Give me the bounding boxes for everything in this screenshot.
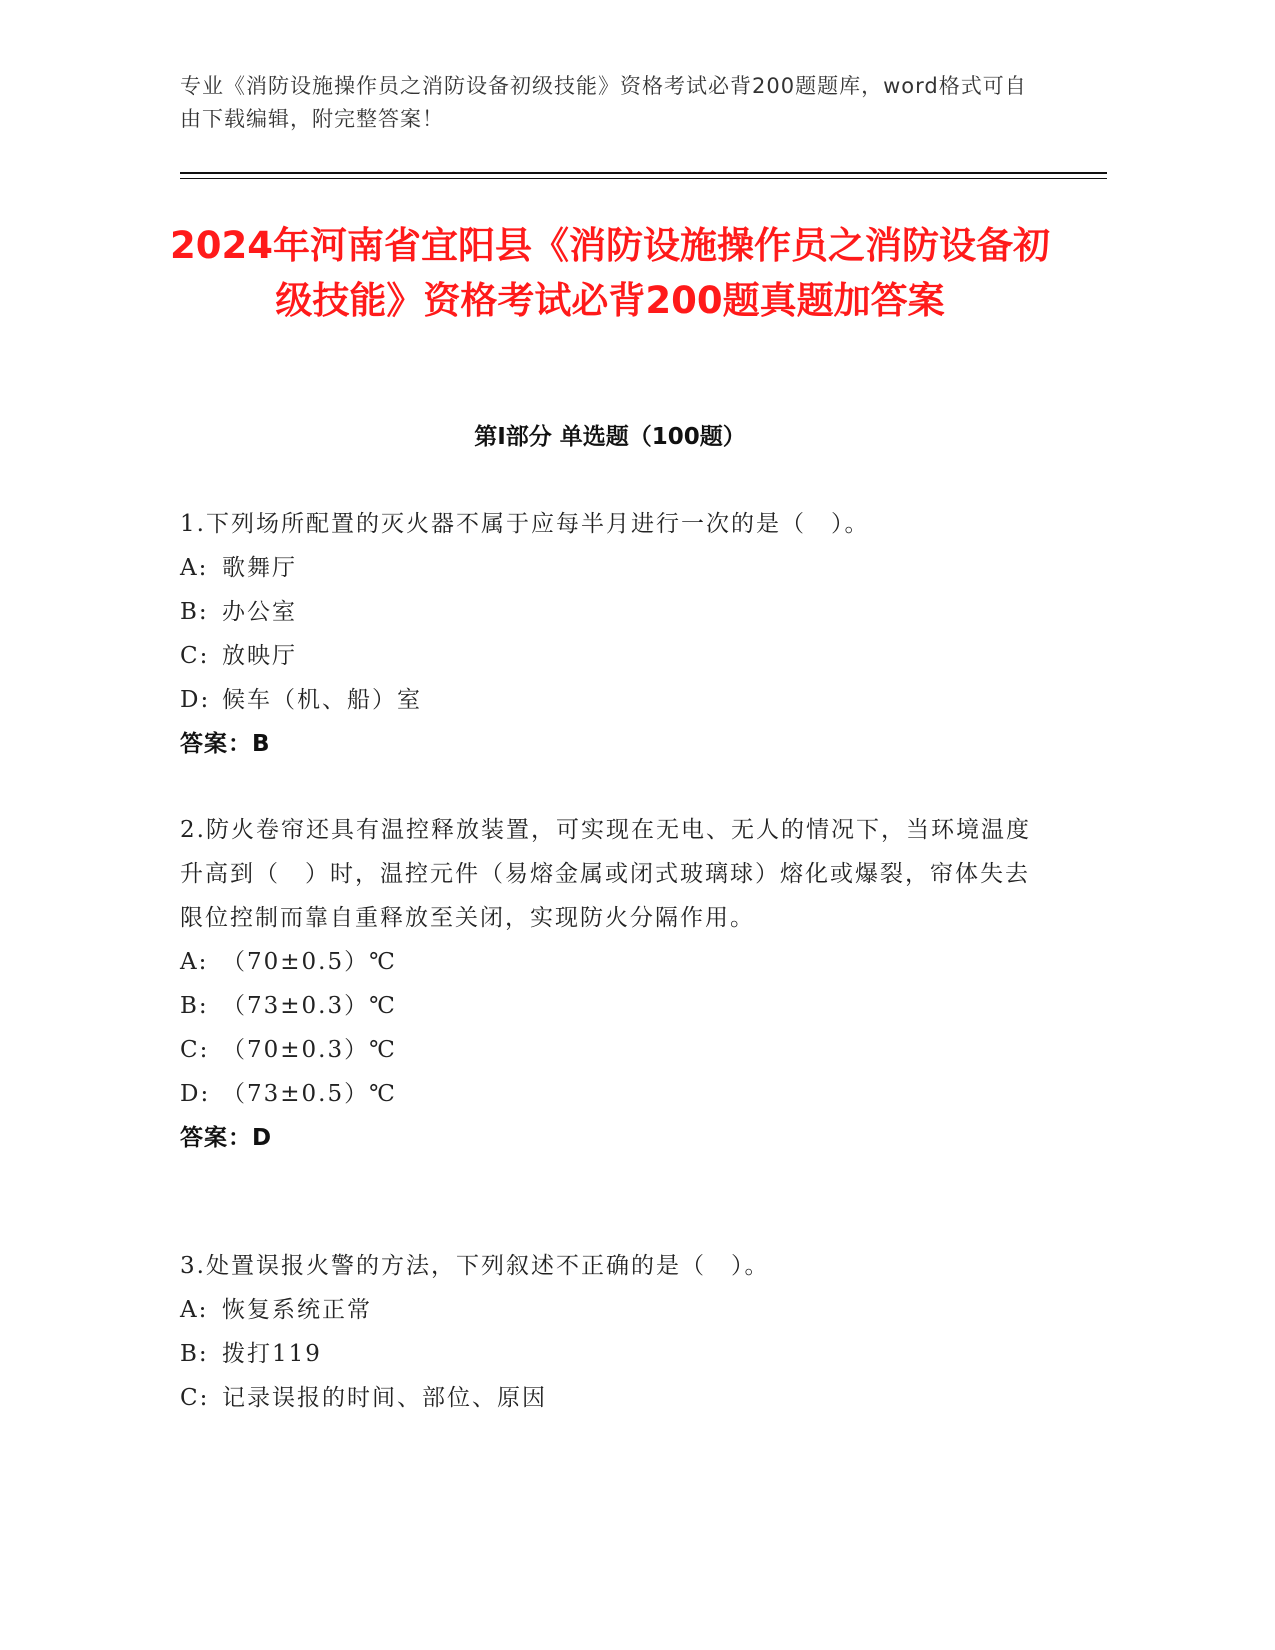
option-letter: A: — [180, 949, 209, 975]
question-1 — [180, 502, 1040, 766]
option-letter: B: — [180, 1341, 209, 1367]
document-title: 2024年河南省宜阳县《消防设施操作员之消防设备初级技能》资格考试必背200题真题加答案 — [170, 224, 1050, 322]
header-divider-thin — [180, 178, 1107, 179]
option-letter: B: — [180, 993, 209, 1019]
option-letter: D: — [180, 687, 211, 713]
question-2 — [180, 808, 1040, 1160]
option-letter: A: — [180, 555, 209, 581]
question-stem: 3.处置误报火警的方法，下列叙述不正确的是（ ）。 — [180, 1253, 770, 1279]
option-a — [180, 940, 1040, 984]
header-divider-thick — [180, 172, 1107, 174]
question-stem: 2.防火卷帘还具有温控释放装置，可实现在无电、无人的情况下，当环境温度升高到（ ）时，温控元件（易熔金属或闭式玻璃球）熔化或爆裂，帘体失去限位控制而靠自重释放至关闭，实现防火分隔作用。 — [180, 817, 1031, 931]
option-text: （70±0.3）℃ — [222, 1037, 397, 1063]
question-3 — [180, 1244, 1040, 1420]
option-text: 歌舞厅 — [222, 555, 297, 581]
option-b — [180, 590, 1040, 634]
option-text: 拨打119 — [222, 1341, 322, 1367]
option-letter: C: — [180, 1385, 210, 1411]
option-letter: C: — [180, 1037, 210, 1063]
option-letter: B: — [180, 599, 209, 625]
option-d — [180, 1072, 1040, 1116]
answer: 答案：D — [180, 1125, 273, 1151]
option-c — [180, 1376, 1040, 1420]
option-text: 恢复系统正常 — [222, 1297, 372, 1323]
option-text: 记录误报的时间、部位、原因 — [222, 1385, 547, 1411]
option-text: （70±0.5）℃ — [222, 949, 397, 975]
option-a — [180, 1288, 1040, 1332]
option-text: （73±0.5）℃ — [222, 1081, 397, 1107]
option-d — [180, 678, 1040, 722]
option-c — [180, 1028, 1040, 1072]
header-note: 专业《消防设施操作员之消防设备初级技能》资格考试必背200题题库，word格式可自由下载编辑，附完整答案！ — [180, 74, 1027, 131]
option-text: 候车（机、船）室 — [222, 687, 422, 713]
option-text: （73±0.3）℃ — [222, 993, 397, 1019]
option-letter: C: — [180, 643, 210, 669]
option-text: 办公室 — [222, 599, 297, 625]
option-b — [180, 1332, 1040, 1376]
question-stem: 1.下列场所配置的灭火器不属于应每半月进行一次的是（ ）。 — [180, 511, 870, 537]
option-b — [180, 984, 1040, 1028]
option-text: 放映厅 — [222, 643, 297, 669]
option-letter: A: — [180, 1297, 209, 1323]
option-letter: D: — [180, 1081, 211, 1107]
answer: 答案：B — [180, 731, 271, 757]
option-a — [180, 546, 1040, 590]
option-c — [180, 634, 1040, 678]
section-heading: 第Ⅰ部分 单选题（100题） — [474, 424, 746, 450]
